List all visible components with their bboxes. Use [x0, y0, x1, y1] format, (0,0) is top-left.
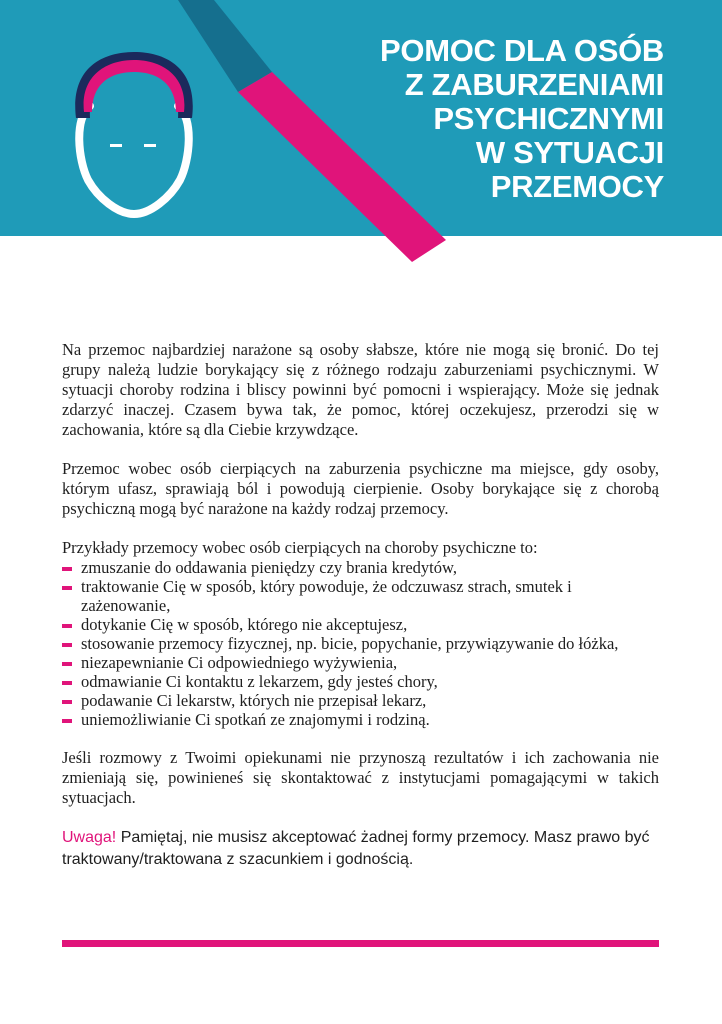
- warning-note: [62, 827, 659, 871]
- main-content: [62, 340, 659, 871]
- list-intro: Przykłady przemocy wobec osób cierpiących na choroby psychiczne to:: [62, 538, 538, 557]
- list-item: zmuszanie do oddawania pieniędzy czy brania kredytów,: [62, 558, 659, 577]
- list-item: odmawianie Ci kontaktu z lekarzem, gdy jesteś chory,: [62, 672, 659, 691]
- closing-paragraph: Jeśli rozmowy z Twoimi opiekunami nie przynoszą rezultatów i ich zachowania nie zmieniają się, powinieneś się skontaktować z instytucjami pomagającymi w takich sytuacjach.: [62, 748, 659, 807]
- intro-paragraph: Na przemoc najbardziej narażone są osoby słabsze, które nie mogą się bronić. Do tej grupy należą ludzie borykający się z różnego rodzaju zaburzeniami psychicznymi. W sytuacji choroby rodzina i bliscy powinni być pomocni i wspierający. Może się jednak zdarzyć inaczej. Czasem bywa tak, że pomoc, której oczekujesz, przerodzi się w zachowania, które są dla Ciebie krzywdzące.: [62, 340, 659, 439]
- bullet-icon: [62, 719, 72, 723]
- dark-diagonal-stripe: [178, 0, 272, 92]
- list-item: podawanie Ci lekarstw, których nie przepisał lekarz,: [62, 691, 659, 710]
- bottom-divider: [62, 940, 659, 947]
- bullet-icon: [62, 586, 72, 590]
- bullet-icon: [62, 643, 72, 647]
- warning-label: Uwaga!: [62, 829, 117, 846]
- page-title: [304, 34, 664, 204]
- bullet-icon: [62, 681, 72, 685]
- bullet-icon: [62, 700, 72, 704]
- list-item: dotykanie Cię w sposób, którego nie akceptujesz,: [62, 615, 659, 634]
- bullet-icon: [62, 567, 72, 571]
- title-line: Z ZABURZENIAMI: [404, 67, 664, 102]
- list-item: traktowanie Cię w sposób, który powoduje, że odczuwasz strach, smutek i zażenowanie,: [62, 577, 659, 615]
- title-line: W SYTUACJI: [475, 135, 664, 170]
- examples-list: [62, 558, 659, 729]
- warning-text: Pamiętaj, nie musisz akceptować żadnej formy przemocy. Masz prawo być traktowany/traktowana z szacunkiem i godnością.: [62, 829, 650, 868]
- bullet-icon: [62, 662, 72, 666]
- bullet-icon: [62, 624, 72, 628]
- header-banner: [0, 0, 722, 236]
- title-line: PSYCHICZNYMI: [433, 101, 664, 136]
- list-item: niezapewnianie Ci odpowiedniego wyżywienia,: [62, 653, 659, 672]
- title-line: POMOC DLA OSÓB: [380, 33, 664, 68]
- list-item: uniemożliwianie Ci spotkań ze znajomymi i rodziną.: [62, 710, 659, 729]
- title-line: PRZEMOCY: [490, 169, 664, 204]
- head-with-headband-icon: [75, 52, 193, 214]
- list-item: stosowanie przemocy fizycznej, np. bicie, popychanie, przywiązywanie do łóżka,: [62, 634, 659, 653]
- definition-paragraph: Przemoc wobec osób cierpiących na zaburzenia psychiczne ma miejsce, gdy osoby, którym ufasz, sprawiają ból i powodują cierpienie. Osoby borykające się z chorobą psychiczną mogą być narażone na każdy rodzaj przemocy.: [62, 459, 659, 518]
